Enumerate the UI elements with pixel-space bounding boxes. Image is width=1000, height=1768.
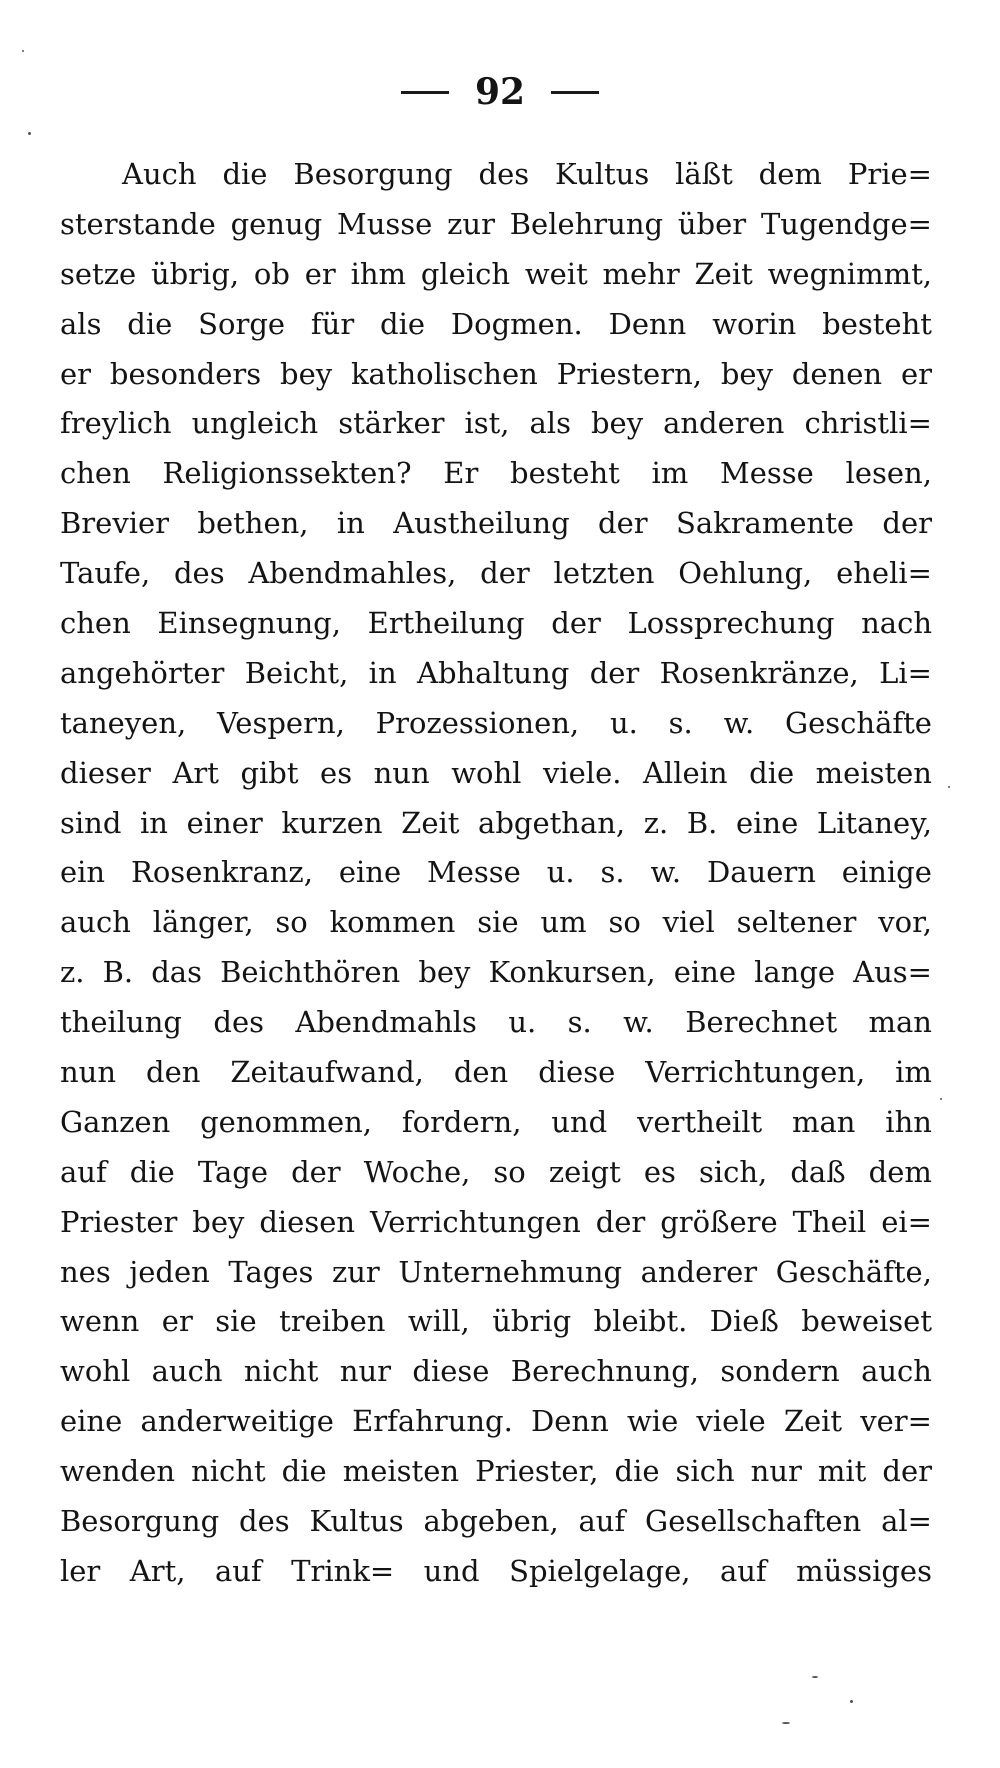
word: diese bbox=[412, 1354, 490, 1389]
word: als bbox=[60, 306, 102, 341]
word: anderweitige bbox=[140, 1404, 334, 1439]
word: w. bbox=[650, 855, 682, 890]
word: Abhaltung bbox=[417, 655, 570, 690]
word: besteht bbox=[822, 306, 932, 341]
word: wegnimmt, bbox=[767, 256, 932, 291]
word: Brevier bbox=[60, 506, 170, 541]
word: Tage bbox=[197, 1154, 268, 1189]
word: so bbox=[608, 905, 641, 940]
word: vor, bbox=[878, 905, 932, 940]
text-line bbox=[60, 599, 932, 649]
word: gibt bbox=[240, 755, 299, 790]
text-line bbox=[60, 549, 932, 599]
word: meisten bbox=[342, 1454, 460, 1489]
word: meisten bbox=[815, 755, 932, 790]
word: die bbox=[222, 157, 268, 191]
word: die bbox=[614, 1454, 660, 1489]
word: eine bbox=[736, 805, 799, 840]
print-speck bbox=[940, 1098, 942, 1100]
word: Sakramente bbox=[675, 506, 855, 541]
word: Sorge bbox=[198, 306, 286, 341]
word: Beicht, bbox=[244, 655, 349, 690]
word: wohl bbox=[60, 1354, 131, 1389]
text-line bbox=[60, 449, 932, 499]
word: einer bbox=[186, 805, 263, 840]
word: Besorgung bbox=[60, 1504, 220, 1539]
word: al= bbox=[881, 1504, 932, 1539]
word: der bbox=[595, 1204, 646, 1239]
word: Austheilung bbox=[393, 506, 570, 541]
text-line bbox=[60, 1248, 932, 1298]
word: stärker bbox=[338, 406, 445, 441]
word: fordern, bbox=[401, 1104, 522, 1139]
word: theilung bbox=[60, 1005, 182, 1040]
word: Zeit bbox=[401, 805, 460, 840]
word: des bbox=[173, 556, 225, 591]
word: z. bbox=[60, 955, 85, 990]
word: vertheilt bbox=[637, 1104, 763, 1139]
text-line bbox=[60, 399, 932, 449]
word: u. bbox=[508, 1005, 537, 1040]
print-speck bbox=[812, 1676, 818, 1678]
word: taneyen, bbox=[60, 705, 187, 740]
word: in bbox=[368, 655, 397, 690]
word: eheli= bbox=[836, 556, 932, 591]
word: ihm bbox=[350, 256, 407, 291]
word: der bbox=[551, 606, 601, 641]
word: läßt bbox=[675, 157, 733, 191]
text-line bbox=[60, 1148, 932, 1198]
word: Unternehmung bbox=[398, 1254, 623, 1289]
right-dash bbox=[551, 91, 599, 94]
word: Li= bbox=[879, 655, 932, 690]
word: lange bbox=[754, 955, 836, 990]
word: Aus= bbox=[853, 955, 932, 990]
word: diesen bbox=[259, 1204, 356, 1239]
word: Woche, bbox=[363, 1154, 471, 1189]
word: der bbox=[480, 556, 530, 591]
word: in bbox=[140, 805, 168, 840]
word: der bbox=[882, 506, 932, 541]
word: Prie= bbox=[847, 157, 932, 191]
word: genommen, bbox=[200, 1104, 373, 1139]
text-line bbox=[60, 350, 932, 400]
word: denen bbox=[791, 356, 883, 391]
word: Priester bbox=[60, 1204, 178, 1239]
word: Auch bbox=[122, 157, 197, 191]
word: Trink= bbox=[291, 1553, 395, 1588]
word: Tugendge= bbox=[760, 206, 932, 241]
word: Besorgung bbox=[293, 157, 453, 191]
word: bey bbox=[590, 406, 644, 441]
word: Rosenkränze, bbox=[659, 655, 859, 690]
word: Priester, bbox=[475, 1454, 599, 1489]
print-speck bbox=[948, 786, 950, 788]
word: die bbox=[281, 1454, 327, 1489]
word: Musse bbox=[337, 206, 433, 241]
word: abgethan, bbox=[478, 805, 626, 840]
word: beweiset bbox=[801, 1304, 932, 1339]
word: mit bbox=[817, 1454, 867, 1489]
word: Abendmahls bbox=[295, 1005, 477, 1040]
word: man bbox=[868, 1005, 932, 1040]
word: Verrichtungen bbox=[369, 1204, 581, 1239]
word: nach bbox=[861, 606, 932, 641]
word: anderer bbox=[640, 1254, 758, 1289]
word: wie bbox=[626, 1404, 679, 1439]
text-line bbox=[60, 649, 932, 699]
word: Messe bbox=[427, 855, 521, 890]
text-line bbox=[60, 1397, 932, 1447]
word: s. bbox=[668, 705, 693, 740]
word: übrig, bbox=[150, 256, 240, 291]
word: ob bbox=[253, 256, 290, 291]
word: der bbox=[291, 1154, 341, 1189]
word: bey bbox=[192, 1204, 245, 1239]
word: ungleich bbox=[191, 406, 319, 441]
word: Prozessionen, bbox=[375, 705, 580, 740]
word: sind bbox=[60, 805, 122, 840]
word: den bbox=[453, 1055, 509, 1090]
text-line bbox=[60, 998, 932, 1048]
word: daß bbox=[790, 1154, 846, 1189]
word: er bbox=[900, 356, 932, 391]
word: Berechnet bbox=[685, 1005, 838, 1040]
text-line bbox=[60, 948, 932, 998]
word: auf bbox=[214, 1553, 262, 1588]
word: eine bbox=[673, 955, 736, 990]
text-line bbox=[60, 1198, 932, 1248]
word: w. bbox=[623, 1005, 654, 1040]
word: bey bbox=[720, 356, 773, 391]
page-number: 92 bbox=[474, 71, 526, 113]
word: auf bbox=[719, 1553, 767, 1588]
word: Tages bbox=[228, 1254, 314, 1289]
word: Priestern, bbox=[556, 356, 702, 391]
word: zeigt bbox=[548, 1154, 621, 1189]
word: diese bbox=[538, 1055, 616, 1090]
word: Lossprechung bbox=[627, 606, 835, 641]
text-line bbox=[60, 1497, 932, 1547]
word: in bbox=[336, 506, 365, 541]
word: Dieß bbox=[709, 1304, 779, 1339]
word: dieser bbox=[60, 755, 151, 790]
word: Taufe, bbox=[60, 556, 151, 591]
word: Oehlung, bbox=[678, 556, 813, 591]
word: freylich bbox=[60, 406, 172, 441]
body-text bbox=[60, 150, 932, 1597]
text-line bbox=[60, 1547, 932, 1597]
word: Zeitaufwand, bbox=[230, 1055, 424, 1090]
word: Belehrung bbox=[509, 206, 664, 241]
word: anderen bbox=[663, 406, 785, 441]
word: es bbox=[643, 1154, 676, 1189]
word: als bbox=[529, 406, 571, 441]
word: des bbox=[213, 1005, 264, 1040]
text-line bbox=[60, 848, 932, 898]
word: Er bbox=[443, 456, 479, 491]
text-line bbox=[60, 300, 932, 350]
word: ist, bbox=[464, 406, 510, 441]
print-speck bbox=[22, 50, 24, 52]
word: bleibt. bbox=[593, 1304, 688, 1339]
word: des bbox=[239, 1504, 290, 1539]
word: die bbox=[380, 306, 426, 341]
word: viele. bbox=[542, 755, 622, 790]
text-line bbox=[60, 250, 932, 300]
word: katholischen bbox=[350, 356, 538, 391]
word: z. bbox=[643, 805, 669, 840]
word: lesen, bbox=[845, 456, 932, 491]
word: Verrichtungen, bbox=[645, 1055, 866, 1090]
word: kurzen bbox=[281, 805, 383, 840]
word: den bbox=[146, 1055, 201, 1090]
text-line bbox=[60, 150, 932, 200]
word: nicht bbox=[191, 1454, 266, 1489]
text-line bbox=[60, 799, 932, 849]
word: auch bbox=[60, 905, 131, 940]
word: Spielgelage, bbox=[509, 1553, 691, 1588]
word: chen bbox=[60, 606, 131, 641]
word: w. bbox=[723, 705, 755, 740]
word: einige bbox=[841, 855, 932, 890]
word: auf bbox=[60, 1154, 107, 1189]
word: ei= bbox=[881, 1204, 932, 1239]
word: größere bbox=[660, 1204, 778, 1239]
word: nun bbox=[373, 755, 430, 790]
word: und bbox=[551, 1104, 608, 1139]
word: B. bbox=[102, 955, 134, 990]
word: der bbox=[882, 1454, 932, 1489]
word: Konkursen, bbox=[488, 955, 656, 990]
word: Denn bbox=[608, 306, 687, 341]
word: treiben bbox=[279, 1304, 386, 1339]
word: und bbox=[423, 1553, 480, 1588]
print-speck bbox=[782, 1722, 790, 1724]
word: zur bbox=[331, 1254, 380, 1289]
word: dem bbox=[868, 1154, 932, 1189]
word: mehr bbox=[602, 256, 680, 291]
text-line bbox=[60, 1347, 932, 1397]
text-line bbox=[60, 200, 932, 250]
word: Art, bbox=[129, 1553, 186, 1588]
word: ein bbox=[60, 855, 106, 890]
word: dem bbox=[758, 157, 822, 191]
word: wenden bbox=[60, 1454, 176, 1489]
word: Theil bbox=[792, 1204, 867, 1239]
word: über bbox=[677, 206, 747, 241]
word: er bbox=[161, 1304, 193, 1339]
word: letzten bbox=[553, 556, 655, 591]
word: seltener bbox=[736, 905, 857, 940]
word: Dauern bbox=[706, 855, 816, 890]
word: Abendmahles, bbox=[248, 556, 457, 591]
word: sich, bbox=[698, 1154, 768, 1189]
word: Erfahrung. bbox=[352, 1404, 513, 1439]
word: so bbox=[275, 905, 308, 940]
word: die bbox=[127, 306, 173, 341]
word: bey bbox=[280, 356, 333, 391]
word: jeden bbox=[129, 1254, 210, 1289]
word: genug bbox=[230, 206, 323, 241]
word: die bbox=[749, 755, 795, 790]
word: Kultus bbox=[309, 1504, 404, 1539]
text-line bbox=[60, 749, 932, 799]
word: Rosenkranz, bbox=[131, 855, 313, 890]
word: auf bbox=[578, 1504, 626, 1539]
word: ler bbox=[60, 1553, 101, 1588]
word: er bbox=[304, 256, 336, 291]
word: er bbox=[60, 356, 92, 391]
word: länger, bbox=[152, 905, 254, 940]
word: angehörter bbox=[60, 655, 225, 690]
word: das bbox=[151, 955, 202, 990]
word: Einsegnung, bbox=[157, 606, 341, 641]
word: es bbox=[320, 755, 353, 790]
print-speck bbox=[28, 132, 31, 135]
running-head bbox=[0, 62, 1000, 122]
word: Vespern, bbox=[217, 705, 345, 740]
word: nicht bbox=[243, 1354, 319, 1389]
word: Ganzen bbox=[60, 1104, 171, 1139]
word: zur bbox=[447, 206, 495, 241]
word: Denn bbox=[531, 1404, 609, 1439]
word: Allein bbox=[642, 755, 728, 790]
word: im bbox=[895, 1055, 932, 1090]
word: sie bbox=[477, 905, 519, 940]
text-line bbox=[60, 1447, 932, 1497]
word: christli= bbox=[804, 406, 932, 441]
word: müssiges bbox=[796, 1553, 932, 1588]
word: eine bbox=[60, 1404, 123, 1439]
word: eine bbox=[338, 855, 402, 890]
word: die bbox=[129, 1154, 175, 1189]
word: um bbox=[540, 905, 587, 940]
word: gleich bbox=[420, 256, 511, 291]
word: nun bbox=[60, 1055, 117, 1090]
word: besonders bbox=[109, 356, 262, 391]
word: bey bbox=[418, 955, 471, 990]
word: u. bbox=[546, 855, 575, 890]
word: Litaney, bbox=[816, 805, 932, 840]
word: auch bbox=[861, 1354, 932, 1389]
word: Berechnung, bbox=[510, 1354, 700, 1389]
text-line bbox=[60, 1297, 932, 1347]
word: man bbox=[791, 1104, 856, 1139]
word: des bbox=[478, 157, 530, 191]
word: Beichthören bbox=[220, 955, 401, 990]
word: Art bbox=[172, 755, 219, 790]
word: chen bbox=[60, 456, 131, 491]
word: s. bbox=[567, 1005, 592, 1040]
word: weit bbox=[524, 256, 588, 291]
word: nes bbox=[60, 1254, 111, 1289]
text-line bbox=[60, 1048, 932, 1098]
text-line bbox=[60, 499, 932, 549]
word: will, bbox=[407, 1304, 470, 1339]
word: sterstande bbox=[60, 206, 216, 241]
word: sondern bbox=[720, 1354, 840, 1389]
word: u. bbox=[609, 705, 638, 740]
word: Religionssekten? bbox=[162, 456, 412, 491]
word: nur bbox=[339, 1354, 391, 1389]
word: B. bbox=[686, 805, 718, 840]
word: Geschäfte, bbox=[775, 1254, 932, 1289]
left-dash bbox=[401, 91, 449, 94]
word: Zeit bbox=[694, 256, 753, 291]
word: s. bbox=[600, 855, 625, 890]
word: wenn bbox=[60, 1304, 140, 1339]
word: Messe bbox=[720, 456, 814, 491]
word: Ertheilung bbox=[367, 606, 525, 641]
word: der bbox=[598, 506, 648, 541]
word: viel bbox=[662, 905, 715, 940]
text-line bbox=[60, 1098, 932, 1148]
word: Gesellschaften bbox=[645, 1504, 862, 1539]
word: im bbox=[651, 456, 689, 491]
word: worin bbox=[712, 306, 797, 341]
text-line bbox=[60, 699, 932, 749]
word: viele bbox=[696, 1404, 766, 1439]
text-line bbox=[60, 898, 932, 948]
word: sie bbox=[215, 1304, 257, 1339]
word: sich bbox=[675, 1454, 735, 1489]
word: bethen, bbox=[197, 506, 309, 541]
word: nur bbox=[750, 1454, 802, 1489]
word: setze bbox=[60, 256, 137, 291]
word: besteht bbox=[510, 456, 620, 491]
word: ver= bbox=[860, 1404, 932, 1439]
word: wohl bbox=[451, 755, 522, 790]
word: so bbox=[493, 1154, 526, 1189]
word: auch bbox=[151, 1354, 223, 1389]
word: Dogmen. bbox=[450, 306, 583, 341]
word: übrig bbox=[492, 1304, 572, 1339]
word: Kultus bbox=[555, 157, 650, 191]
word: ihn bbox=[885, 1104, 932, 1139]
word: der bbox=[589, 655, 640, 690]
word: Zeit bbox=[783, 1404, 843, 1439]
word: abgeben, bbox=[423, 1504, 559, 1539]
word: kommen bbox=[329, 905, 456, 940]
word: Geschäfte bbox=[784, 705, 932, 740]
word: für bbox=[310, 306, 355, 341]
print-speck bbox=[850, 1700, 853, 1703]
